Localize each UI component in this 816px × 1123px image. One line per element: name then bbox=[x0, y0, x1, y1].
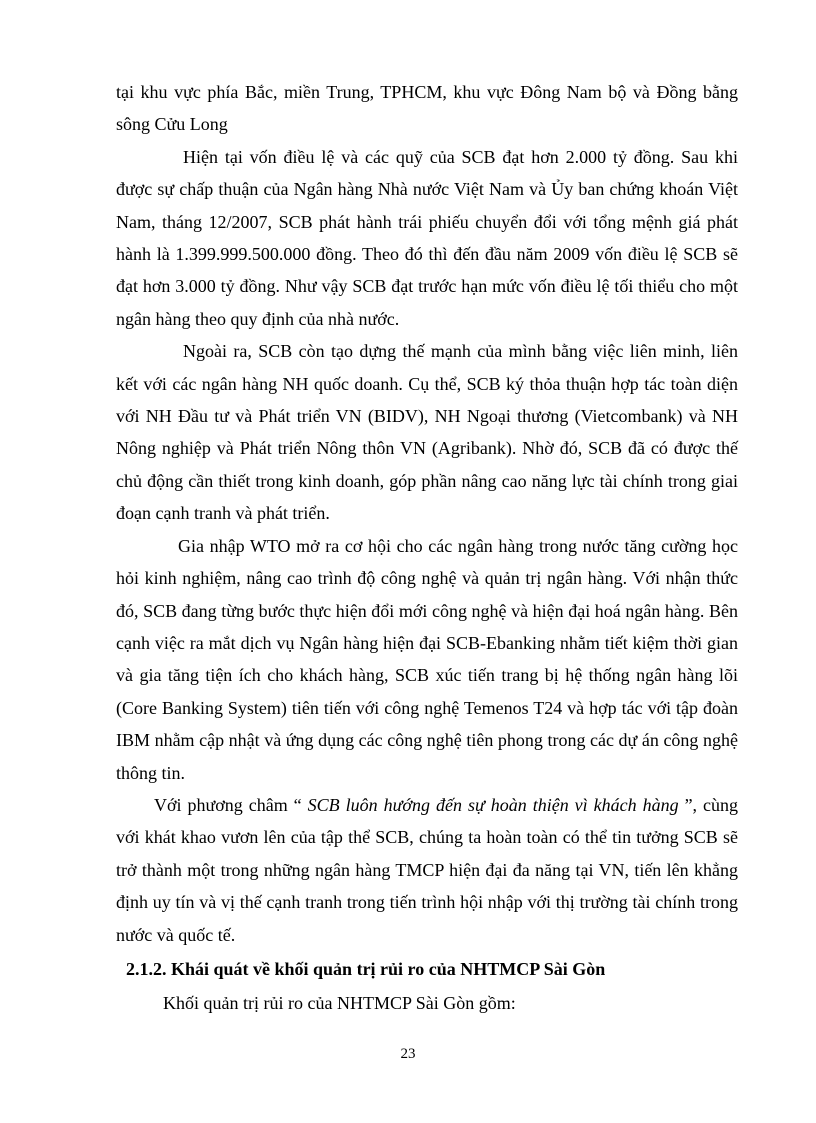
body-text bbox=[116, 76, 738, 1020]
section-heading: 2.1.2. Khái quát về khối quản trị rủi ro của NHTMCP Sài Gòn bbox=[126, 958, 606, 979]
paragraph-alliances: Ngoài ra, SCB còn tạo dựng thế mạnh của mình bằng việc liên minh, liên kết với các ngân hàng NH quốc doanh. Cụ thể, SCB ký thỏa thuận hợp tác toàn diện với NH Đầu tư và Phát triển VN (BIDV), NH Ngoại thương (Vietcombank) và NH Nông nghiệp và Phát triển Nông thôn VN (Agribank). Nhờ đó, SCB đã có được thế chủ động cần thiết trong kinh doanh, góp phần nâng cao năng lực tài chính trong giai đoạn cạnh tranh và phát triển. bbox=[116, 341, 738, 524]
section-intro: Khối quản trị rủi ro của NHTMCP Sài Gòn gồm: bbox=[163, 993, 516, 1014]
paragraph-charter-capital: Hiện tại vốn điều lệ và các quỹ của SCB đạt hơn 2.000 tỷ đồng. Sau khi được sự chấp thuận của Ngân hàng Nhà nước Việt Nam và Ủy ban chứng khoán Việt Nam, tháng 12/2007, SCB phát hành trái phiếu chuyển đổi với tổng mệnh giá phát hành là 1.399.999.500.000 đồng. Theo đó thì đến đầu năm 2009 vốn điều lệ SCB sẽ đạt hơn 3.000 tỷ đồng. Như vậy SCB đạt trước hạn mức vốn điều lệ tối thiểu cho một ngân hàng theo quy định của nhà nước. bbox=[116, 146, 738, 329]
page-number: 23 bbox=[400, 1046, 416, 1062]
paragraph-wto-technology: Gia nhập WTO mở ra cơ hội cho các ngân hàng trong nước tăng cường học hỏi kinh nghiệm, nâng cao trình độ công nghệ và quản trị ngân hàng. Với nhận thức đó, SCB đang từng bước thực hiện đổi mới công nghệ và hiện đại hoá ngân hàng. Bên cạnh việc ra mắt dịch vụ Ngân hàng hiện đại SCB-Ebanking nhằm tiết kiệm thời gian và gia tăng tiện ích cho khách hàng, SCB xúc tiến trang bị hệ thống ngân hàng lõi (Core Banking System) tiên tiến với công nghệ Temenos T24 và hợp tác với tập đoàn IBM nhằm cập nhật và ứng dụng các công nghệ tiên phong trong các dự án công nghệ thông tin. bbox=[116, 535, 738, 783]
paragraph-continuation: tại khu vực phía Bắc, miền Trung, TPHCM, khu vực Đông Nam bộ và Đồng bằng sông Cửu Long bbox=[116, 82, 738, 135]
motto-quote: SCB luôn hướng đến sự hoàn thiện vì khách hàng bbox=[307, 794, 679, 815]
motto-prefix: Với phương châm “ bbox=[154, 794, 308, 815]
motto-suffix: ”, cùng với khát khao vươn lên của tập thể SCB, chúng ta hoàn toàn có thể tin tưởng SCB sẽ trở thành một trong những ngân hàng TMCP hiện đại đa năng tại VN, tiến lên khẳng định uy tín và vị thế cạnh tranh trong tiến trình hội nhập với thị trường tài chính trong nước và quốc tế. bbox=[116, 794, 739, 945]
paragraph-motto bbox=[116, 789, 738, 951]
